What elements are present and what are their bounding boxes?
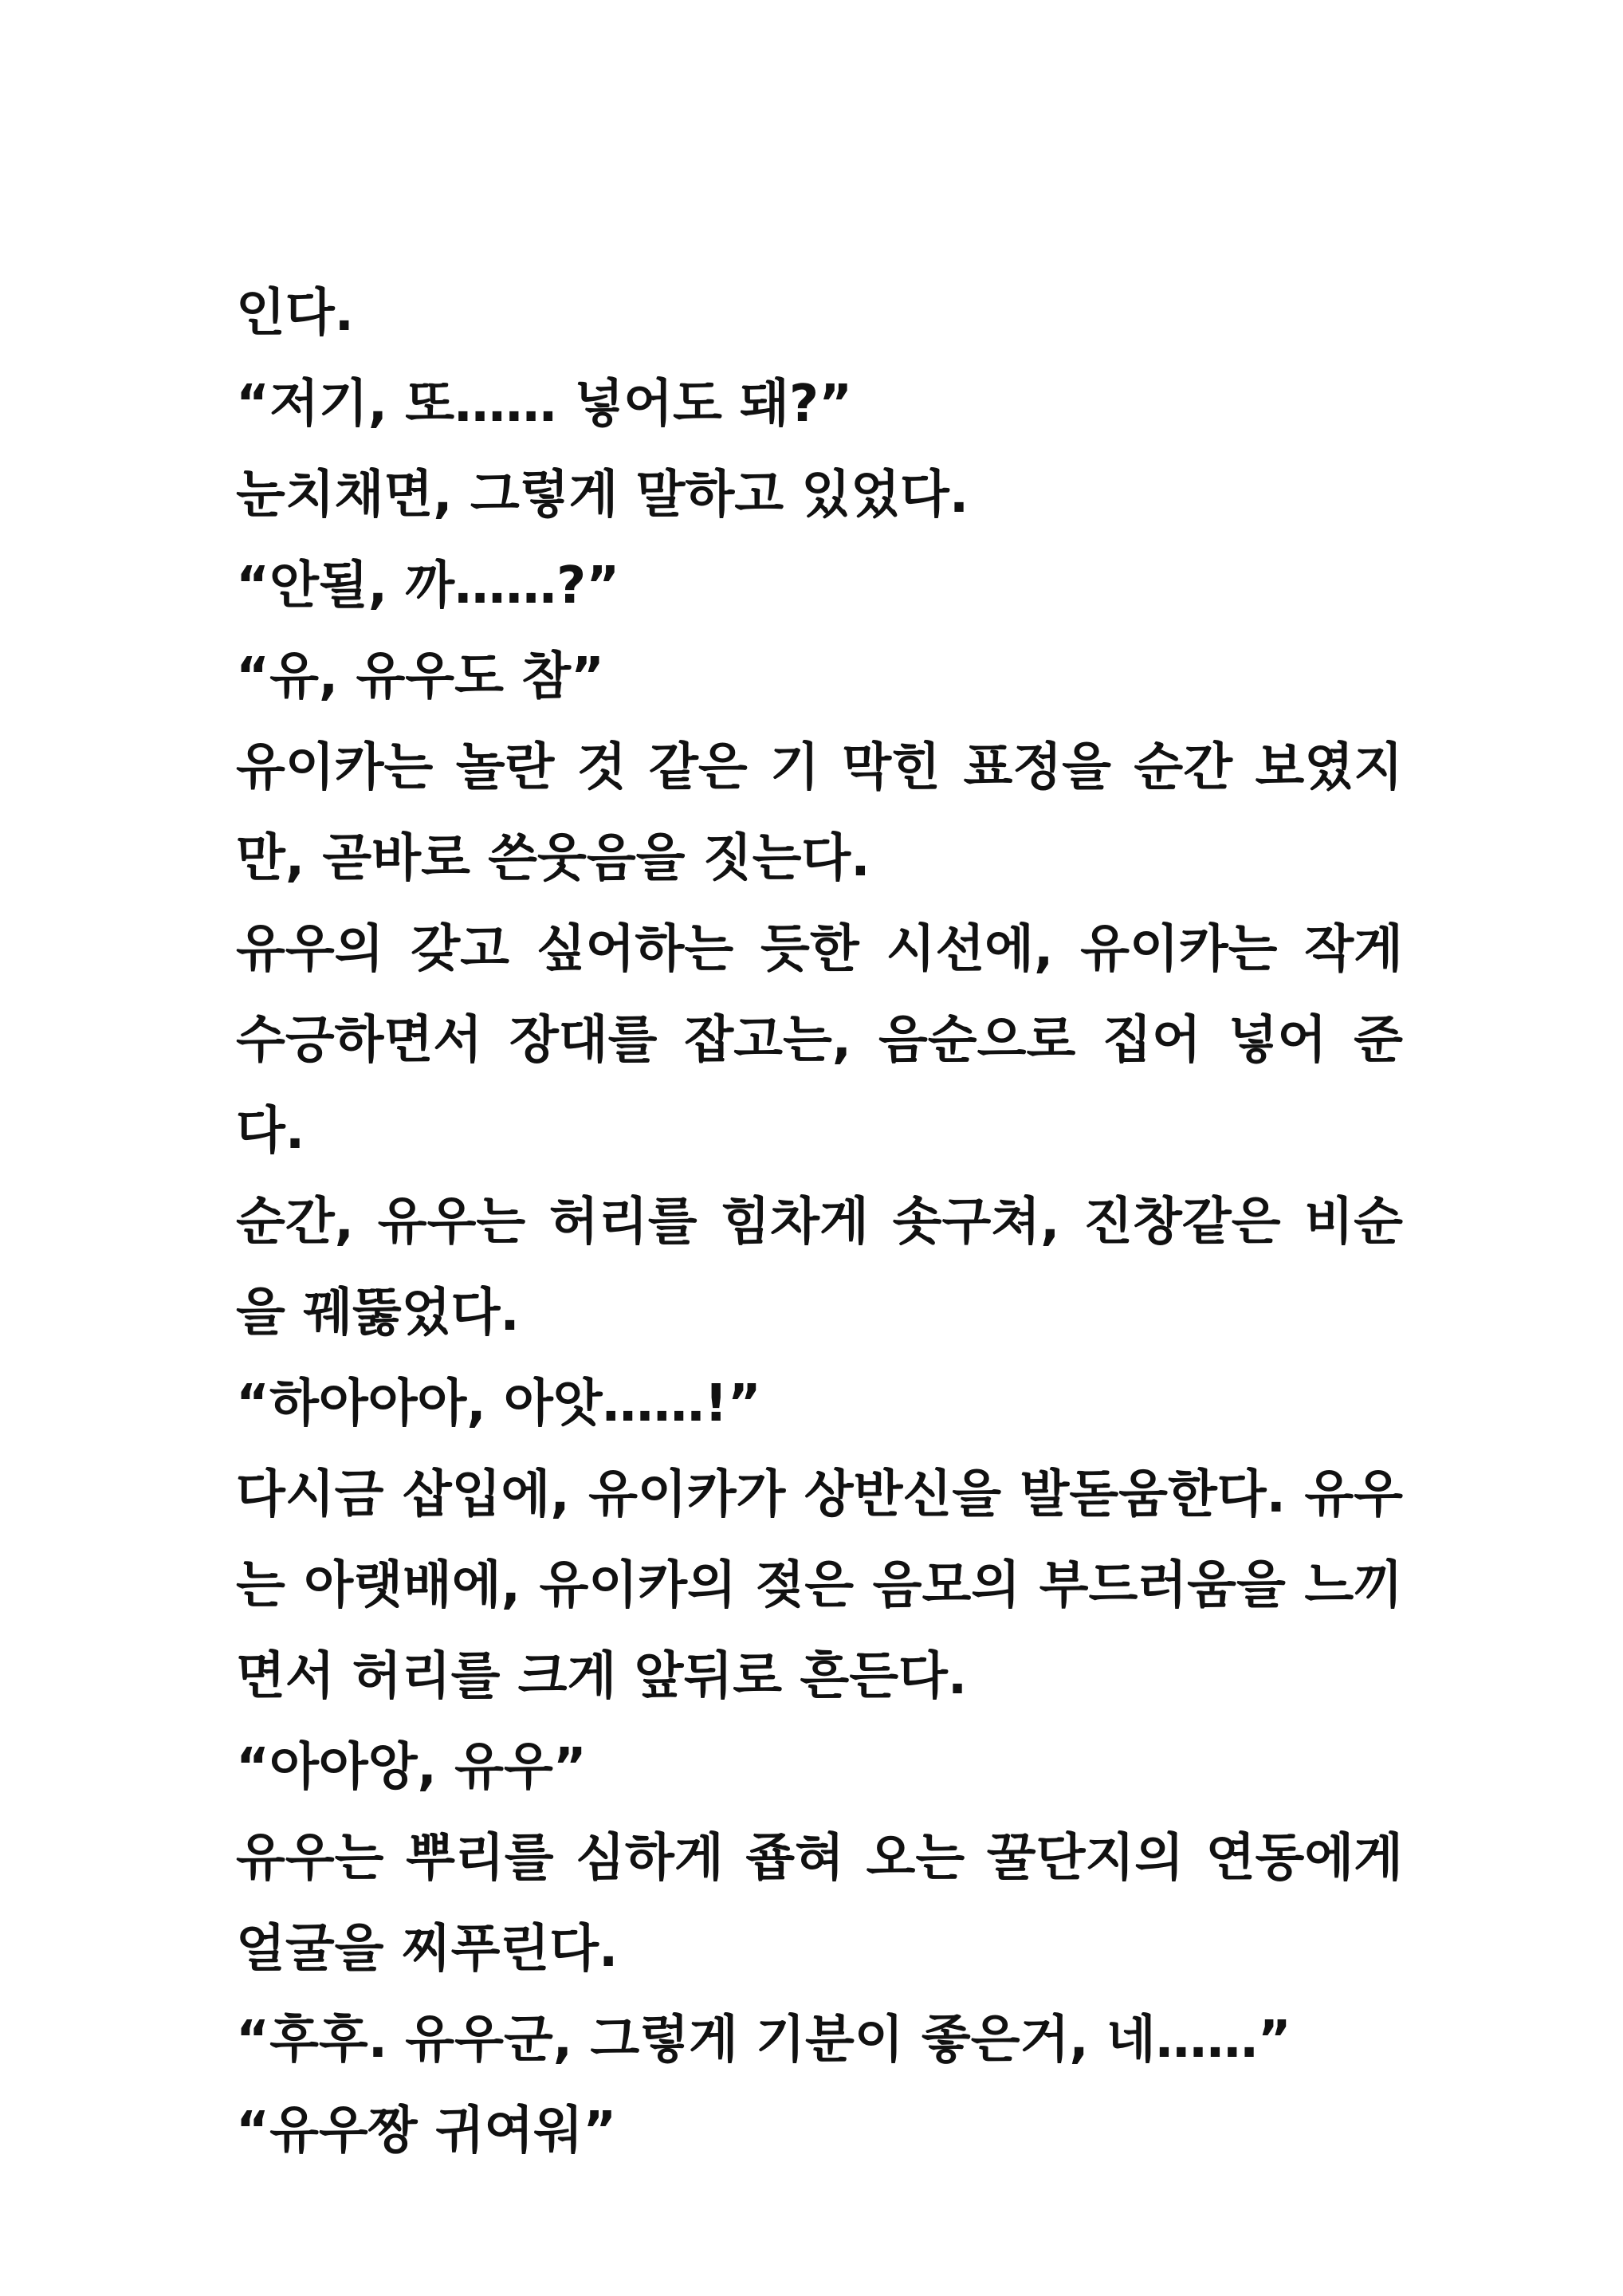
body-text <box>236 268 1403 2176</box>
text-line: “저기, 또…… 넣어도 돼?” <box>236 375 853 434</box>
text-line: “유, 유우도 참” <box>236 647 605 706</box>
text-line: “하아아아, 아앗……!” <box>236 1374 761 1433</box>
text-line: 순간, 유우는 허리를 힘차게 솟구쳐, 진창같은 비순 <box>236 1193 1403 1252</box>
text-line: 만, 곧바로 쓴웃음을 짓는다. <box>236 829 870 888</box>
text-line: “아아앙, 유우” <box>236 1738 587 1797</box>
text-line: 눈치채면, 그렇게 말하고 있었다. <box>236 466 969 525</box>
text-line: 수긍하면서 장대를 잡고는, 음순으로 집어 넣어 준 <box>236 1011 1403 1070</box>
text-line: 유우의 갖고 싶어하는 듯한 시선에, 유이카는 작게 <box>236 920 1403 979</box>
text-line: 을 꿰뚫었다. <box>236 1284 520 1343</box>
text-line: “유우짱 귀여워” <box>236 2101 617 2160</box>
text-line: 인다. <box>236 284 354 343</box>
text-line: “안될, 까……?” <box>236 556 620 615</box>
text-line: “후후. 유우군, 그렇게 기분이 좋은거, 네……” <box>236 2011 1291 2070</box>
text-line: 다시금 삽입에, 유이카가 상반신을 발돋움한다. 유우 <box>236 1465 1403 1524</box>
text-line: 얼굴을 찌푸린다. <box>236 1920 619 1979</box>
text-line: 면서 허리를 크게 앞뒤로 흔든다. <box>236 1647 968 1706</box>
text-line: 다. <box>236 1102 305 1161</box>
text-line: 는 아랫배에, 유이카의 젖은 음모의 부드러움을 느끼 <box>236 1556 1403 1615</box>
text-line: 유이카는 놀란 것 같은 기 막힌 표정을 순간 보였지 <box>236 738 1403 797</box>
text-line: 유우는 뿌리를 심하게 죱혀 오는 꿀단지의 연동에게 <box>236 1829 1403 1888</box>
